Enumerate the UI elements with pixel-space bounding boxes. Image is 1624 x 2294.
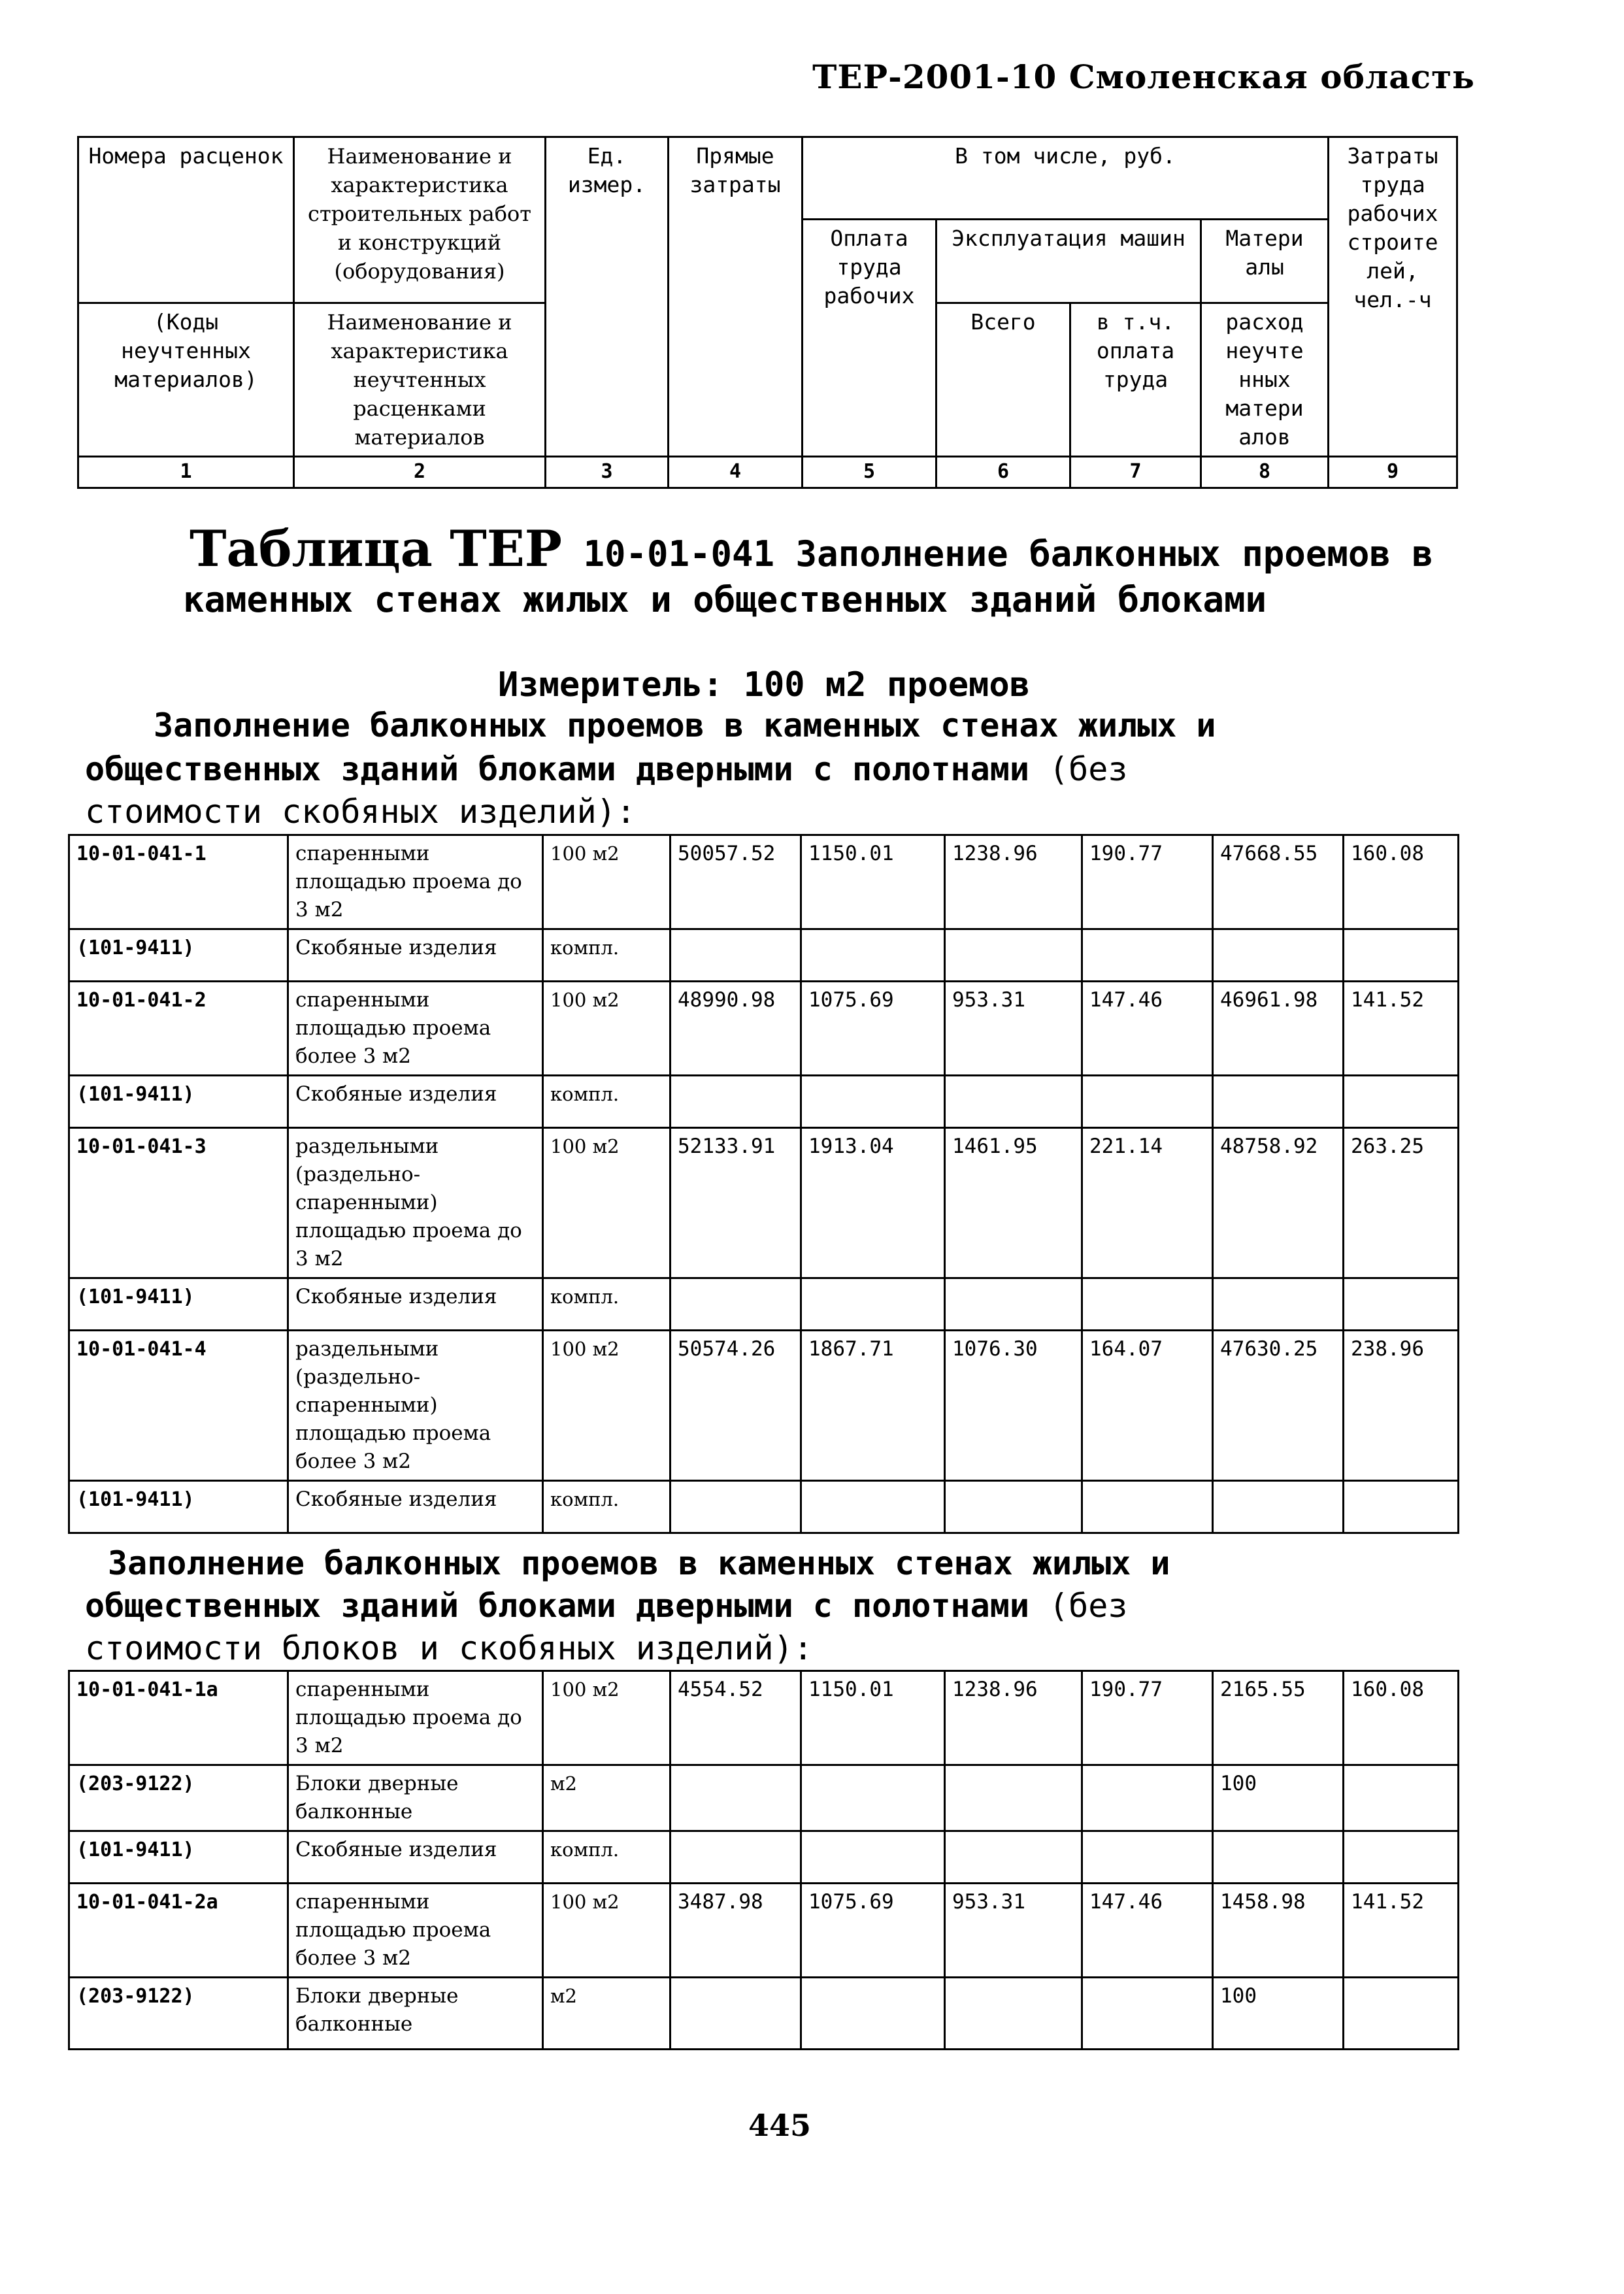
unit-cell: м2 (543, 1978, 671, 2050)
machine-cost: 1461.95 (945, 1128, 1082, 1278)
labor-hours: 238.96 (1344, 1331, 1459, 1481)
col-header-mach-labor: в т.ч. оплата труда (1070, 303, 1201, 457)
machine-labor-cost (1082, 1765, 1213, 1831)
measure-unit: Измеритель: 100 м2 проемов (498, 665, 1030, 705)
machine-labor-cost (1082, 1278, 1213, 1331)
col-header-hours: Затраты труда рабочих строите лей, чел.-ч (1329, 137, 1457, 457)
machine-labor-cost: 164.07 (1082, 1331, 1213, 1481)
rate-code: (101-9411) (69, 1278, 288, 1331)
materials-cost: 47630.25 (1213, 1331, 1344, 1481)
col-header-materials: Матери алы (1201, 220, 1329, 303)
unit-cell: 100 м2 (543, 835, 671, 929)
unit-cell: 100 м2 (543, 1884, 671, 1978)
work-description: Скобяные изделия (288, 1831, 543, 1884)
table-row (69, 1978, 1459, 2050)
work-description: Блоки дверные балконные (288, 1765, 543, 1831)
materials-cost: 48758.92 (1213, 1128, 1344, 1278)
labor-cost: 1075.69 (801, 982, 945, 1076)
col-number: 4 (669, 457, 803, 488)
labor-cost (801, 929, 945, 982)
table-title-line2: каменных стенах жилых и общественных зданий блоками (183, 579, 1267, 620)
work-description: Скобяные изделия (288, 1278, 543, 1331)
rate-code: (101-9411) (69, 1076, 288, 1128)
machine-labor-cost (1082, 1978, 1213, 2050)
machine-cost (945, 1978, 1082, 2050)
direct-cost (671, 1978, 801, 2050)
unit-cell: 100 м2 (543, 1671, 671, 1765)
materials-cost: 1458.98 (1213, 1884, 1344, 1978)
labor-hours: 141.52 (1344, 1884, 1459, 1978)
rate-code: 10-01-041-1а (69, 1671, 288, 1765)
machine-labor-cost: 190.77 (1082, 1671, 1213, 1765)
work-description: Скобяные изделия (288, 929, 543, 982)
machine-labor-cost (1082, 1076, 1213, 1128)
unit-cell: 100 м2 (543, 982, 671, 1076)
unit-cell: компл. (543, 929, 671, 982)
machine-labor-cost: 190.77 (1082, 835, 1213, 929)
table-row (69, 835, 1459, 929)
table-row (69, 1331, 1459, 1481)
machine-cost: 953.31 (945, 982, 1082, 1076)
table-row (69, 929, 1459, 982)
col-number: 9 (1329, 457, 1457, 488)
machine-cost: 1238.96 (945, 1671, 1082, 1765)
section2-line3: стоимости блоков и скобяных изделий): (85, 1629, 813, 1667)
col-header-direct: Прямые затраты (669, 137, 803, 457)
machine-labor-cost: 221.14 (1082, 1128, 1213, 1278)
labor-hours: 263.25 (1344, 1128, 1459, 1278)
direct-cost: 50057.52 (671, 835, 801, 929)
col-header-name: Наименование и характеристика строительных работ и конструкций (оборудования) (294, 137, 546, 303)
direct-cost: 3487.98 (671, 1884, 801, 1978)
labor-hours: 160.08 (1344, 1671, 1459, 1765)
direct-cost (671, 1076, 801, 1128)
col-header-labor: Оплата труда рабочих (803, 220, 936, 457)
machine-cost: 1076.30 (945, 1331, 1082, 1481)
col-number: 7 (1070, 457, 1201, 488)
rate-code: 10-01-041-3 (69, 1128, 288, 1278)
table-title-prefix: Таблица ТЕР (190, 520, 562, 578)
direct-cost (671, 929, 801, 982)
labor-cost: 1913.04 (801, 1128, 945, 1278)
rates-table-1 (68, 834, 1459, 1534)
table-row (69, 1884, 1459, 1978)
col-number: 5 (803, 457, 936, 488)
col-number: 6 (936, 457, 1070, 488)
section2-line2-light: (без (1049, 1587, 1128, 1625)
col-number: 8 (1201, 457, 1329, 488)
unit-cell: компл. (543, 1481, 671, 1533)
direct-cost (671, 1481, 801, 1533)
materials-cost (1213, 1278, 1344, 1331)
rate-code: (101-9411) (69, 1831, 288, 1884)
direct-cost (671, 1765, 801, 1831)
table-row (69, 1671, 1459, 1765)
page-number: 445 (748, 2108, 812, 2143)
labor-hours (1344, 1076, 1459, 1128)
col-header-codes-unaccounted: (Коды неучтенных материалов) (78, 303, 294, 457)
machine-labor-cost (1082, 1481, 1213, 1533)
labor-cost (801, 1978, 945, 2050)
table-row (69, 1076, 1459, 1128)
work-description: спаренными площадью проема до 3 м2 (288, 835, 543, 929)
labor-hours (1344, 929, 1459, 982)
labor-cost: 1075.69 (801, 1884, 945, 1978)
labor-hours (1344, 1481, 1459, 1533)
table-row (69, 1765, 1459, 1831)
direct-cost (671, 1278, 801, 1331)
rates-table-2 (68, 1670, 1459, 2050)
unit-cell: компл. (543, 1076, 671, 1128)
machine-cost: 953.31 (945, 1884, 1082, 1978)
labor-cost (801, 1831, 945, 1884)
rate-code: (203-9122) (69, 1978, 288, 2050)
unit-cell: 100 м2 (543, 1331, 671, 1481)
labor-cost: 1150.01 (801, 835, 945, 929)
table-row (69, 982, 1459, 1076)
machine-labor-cost (1082, 929, 1213, 982)
section1-line1: Заполнение балконных проемов в каменных стенах жилых и (154, 706, 1216, 744)
materials-cost: 100 (1213, 1765, 1344, 1831)
work-description: спаренными площадью проема до 3 м2 (288, 1671, 543, 1765)
rate-code: (101-9411) (69, 929, 288, 982)
column-header-table (77, 136, 1458, 489)
table-title-line1: 10-01-041 Заполнение балконных проемов в (583, 533, 1433, 574)
work-description: спаренными площадью проема более 3 м2 (288, 982, 543, 1076)
machine-cost (945, 1831, 1082, 1884)
labor-hours (1344, 1831, 1459, 1884)
rate-code: (203-9122) (69, 1765, 288, 1831)
table-row (69, 1481, 1459, 1533)
rate-code: 10-01-041-4 (69, 1331, 288, 1481)
section1-line2-light: (без (1049, 750, 1128, 788)
labor-cost: 1867.71 (801, 1331, 945, 1481)
rate-code: 10-01-041-2а (69, 1884, 288, 1978)
labor-cost (801, 1765, 945, 1831)
document-header: ТЕР-2001-10 Смоленская область (812, 58, 1475, 96)
rate-code: 10-01-041-2 (69, 982, 288, 1076)
col-header-mach-total: Всего (936, 303, 1070, 457)
machine-cost (945, 1481, 1082, 1533)
table-title (183, 520, 1497, 620)
section1-line2 (85, 748, 1127, 790)
rate-code: (101-9411) (69, 1481, 288, 1533)
section2-line1: Заполнение балконных проемов в каменных стенах жилых и (108, 1544, 1170, 1582)
col-header-machines: Эксплуатация машин (936, 220, 1201, 303)
machine-cost (945, 1076, 1082, 1128)
unit-cell: 100 м2 (543, 1128, 671, 1278)
materials-cost (1213, 1481, 1344, 1533)
materials-cost: 100 (1213, 1978, 1344, 2050)
materials-cost (1213, 929, 1344, 982)
labor-cost (801, 1278, 945, 1331)
materials-cost: 46961.98 (1213, 982, 1344, 1076)
table-row (69, 1278, 1459, 1331)
direct-cost (671, 1831, 801, 1884)
machine-labor-cost: 147.46 (1082, 982, 1213, 1076)
section2-line2 (85, 1585, 1127, 1627)
direct-cost: 48990.98 (671, 982, 801, 1076)
table-row (69, 1128, 1459, 1278)
direct-cost: 52133.91 (671, 1128, 801, 1278)
col-header-materials-usage: расход неучте нных матери алов (1201, 303, 1329, 457)
work-description: раздельными (раздельно-спаренными) площадью проема более 3 м2 (288, 1331, 543, 1481)
work-description: Скобяные изделия (288, 1076, 543, 1128)
col-number: 1 (78, 457, 294, 488)
unit-cell: м2 (543, 1765, 671, 1831)
section1-line2-bold: общественных зданий блоками дверными с полотнами (85, 750, 1029, 788)
work-description: Скобяные изделия (288, 1481, 543, 1533)
labor-cost (801, 1481, 945, 1533)
col-number: 3 (546, 457, 669, 488)
labor-hours (1344, 1765, 1459, 1831)
col-header-group: В том числе, руб. (803, 137, 1329, 220)
labor-hours: 141.52 (1344, 982, 1459, 1076)
materials-cost: 2165.55 (1213, 1671, 1344, 1765)
rate-code: 10-01-041-1 (69, 835, 288, 929)
machine-cost (945, 1765, 1082, 1831)
labor-cost (801, 1076, 945, 1128)
section2-line2-bold: общественных зданий блоками дверными с полотнами (85, 1587, 1029, 1625)
unit-cell: компл. (543, 1831, 671, 1884)
col-header-codes: Номера расценок (78, 137, 294, 303)
work-description: спаренными площадью проема более 3 м2 (288, 1884, 543, 1978)
materials-cost (1213, 1831, 1344, 1884)
work-description: Блоки дверные балконные (288, 1978, 543, 2050)
table-row (69, 1831, 1459, 1884)
col-number: 2 (294, 457, 546, 488)
materials-cost (1213, 1076, 1344, 1128)
machine-cost (945, 1278, 1082, 1331)
unit-cell: компл. (543, 1278, 671, 1331)
labor-hours: 160.08 (1344, 835, 1459, 929)
direct-cost: 4554.52 (671, 1671, 801, 1765)
machine-cost: 1238.96 (945, 835, 1082, 929)
work-description: раздельными (раздельно-спаренными) площадью проема до 3 м2 (288, 1128, 543, 1278)
machine-cost (945, 929, 1082, 982)
section1-line3: стоимости скобяных изделий): (85, 793, 636, 831)
labor-hours (1344, 1278, 1459, 1331)
materials-cost: 47668.55 (1213, 835, 1344, 929)
direct-cost: 50574.26 (671, 1331, 801, 1481)
machine-labor-cost: 147.46 (1082, 1884, 1213, 1978)
machine-labor-cost (1082, 1831, 1213, 1884)
labor-hours (1344, 1978, 1459, 2050)
col-header-unit: Ед. измер. (546, 137, 669, 457)
col-header-name-unaccounted: Наименование и характеристика неучтенных расценками материалов (294, 303, 546, 457)
labor-cost: 1150.01 (801, 1671, 945, 1765)
